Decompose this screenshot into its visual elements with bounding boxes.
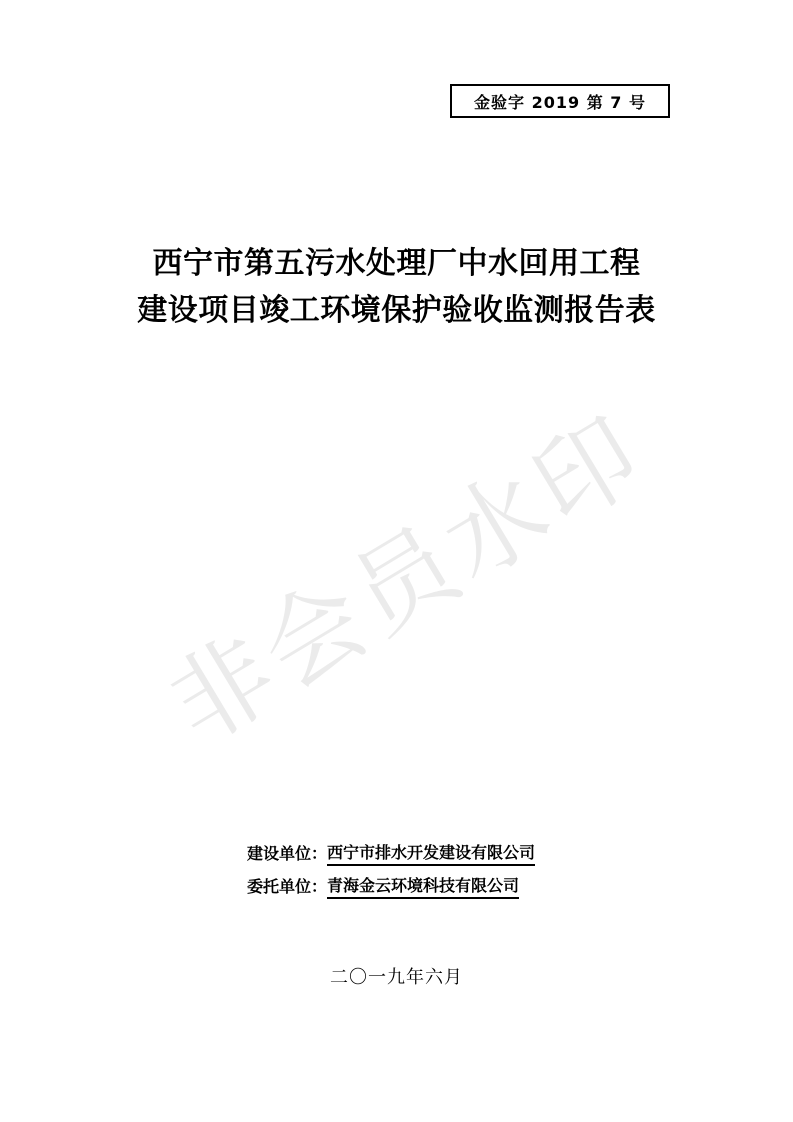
units-section [247,836,535,902]
commission-unit-value: 青海金云环境科技有限公司 [327,873,519,899]
construction-unit-value: 西宁市排水开发建设有限公司 [327,840,535,866]
document-number-text: 金验字 2019 第 7 号 [474,92,646,112]
construction-unit-label: 建设单位： [247,844,328,863]
report-title-line1: 西宁市第五污水处理厂中水回用工程 [152,246,641,281]
watermark-text: 非会员水印 [150,392,665,766]
commission-unit-label: 委托单位： [247,877,328,896]
report-title-line2: 建设项目竣工环境保护验收监测报告表 [137,293,656,328]
document-number-box [450,84,670,118]
commission-unit-row [247,869,535,902]
report-date: 二〇一九年六月 [330,967,463,988]
construction-unit-row [247,836,535,869]
report-title [0,240,793,334]
